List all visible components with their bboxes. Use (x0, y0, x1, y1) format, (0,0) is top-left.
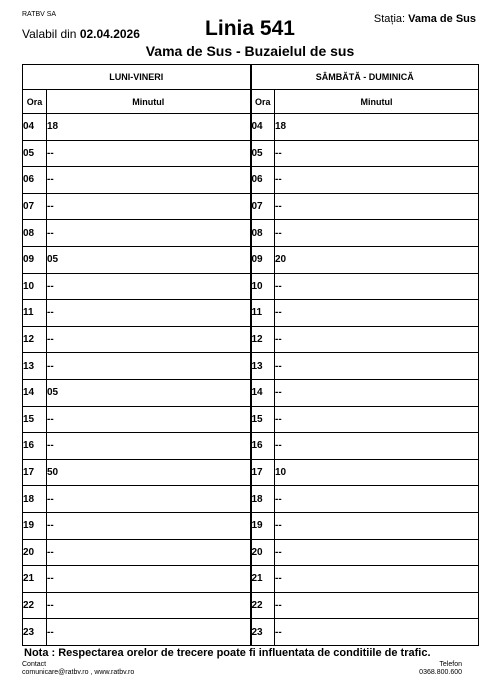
weekend-minute-cell: -- (275, 220, 479, 247)
table-row (23, 353, 479, 380)
station (374, 13, 476, 25)
weekend-minute-cell: -- (275, 486, 479, 513)
table-row (23, 193, 479, 220)
table-row (23, 512, 479, 539)
weekend-minute-cell: -- (275, 512, 479, 539)
weekend-minute-cell: -- (275, 193, 479, 220)
weekend-minute-cell: -- (275, 353, 479, 380)
weekday-minute-cell: -- (47, 406, 251, 433)
weekday-minute-cell: -- (47, 539, 251, 566)
weekday-hour-cell: 04 (23, 114, 47, 141)
weekend-hour-cell: 14 (251, 379, 275, 406)
weekend-minute-cell: -- (275, 300, 479, 327)
weekday-minute-cell: -- (47, 433, 251, 460)
weekend-minute-cell: -- (275, 326, 479, 353)
weekday-hour-cell: 23 (23, 619, 47, 646)
weekday-hour-cell: 07 (23, 193, 47, 220)
contact-value: comunicare@ratbv.ro , www.ratbv.ro (22, 669, 135, 676)
weekday-minute-cell: 18 (47, 114, 251, 141)
weekend-hour-cell: 19 (251, 512, 275, 539)
weekend-hour-cell: 11 (251, 300, 275, 327)
weekday-hour-cell: 12 (23, 326, 47, 353)
weekday-minute-cell: -- (47, 566, 251, 593)
weekend-hour-cell: 23 (251, 619, 275, 646)
route-name: Vama de Sus - Buzaielul de sus (145, 43, 355, 59)
weekday-hour-cell: 05 (23, 140, 47, 167)
minute-column-header: Minutul (275, 90, 479, 114)
weekday-minute-cell: 05 (47, 246, 251, 273)
weekend-minute-cell: -- (275, 379, 479, 406)
weekday-hour-cell: 08 (23, 220, 47, 247)
weekday-minute-cell: -- (47, 140, 251, 167)
weekday-minute-cell: -- (47, 167, 251, 194)
weekend-hour-cell: 22 (251, 592, 275, 619)
weekend-minute-cell: -- (275, 619, 479, 646)
weekday-hour-cell: 22 (23, 592, 47, 619)
page-title: Linia 541 (205, 17, 295, 40)
weekend-minute-cell: -- (275, 539, 479, 566)
weekend-hour-cell: 07 (251, 193, 275, 220)
weekend-hour-cell: 06 (251, 167, 275, 194)
weekend-hour-cell: 20 (251, 539, 275, 566)
weekend-hour-cell: 15 (251, 406, 275, 433)
table-row (23, 220, 479, 247)
weekday-hour-cell: 16 (23, 433, 47, 460)
table-row (23, 114, 479, 141)
weekend-hour-cell: 18 (251, 486, 275, 513)
table-row (23, 140, 479, 167)
weekday-hour-cell: 21 (23, 566, 47, 593)
valid-date: 02.04.2026 (79, 27, 140, 41)
weekday-minute-cell: -- (47, 193, 251, 220)
weekend-hour-cell: 05 (251, 140, 275, 167)
weekend-minute-cell: -- (275, 167, 479, 194)
weekend-hour-cell: 16 (251, 433, 275, 460)
weekend-minute-cell: 18 (275, 114, 479, 141)
weekday-minute-cell: -- (47, 273, 251, 300)
phone-label: Telefon (439, 661, 462, 668)
hour-column-header: Ora (251, 90, 275, 114)
weekend-minute-cell: 20 (275, 246, 479, 273)
contact-label: Contact (22, 661, 47, 668)
table-row (23, 566, 479, 593)
table-row (23, 486, 479, 513)
weekday-minute-cell: -- (47, 592, 251, 619)
weekday-minute-cell: -- (47, 220, 251, 247)
weekend-hour-cell: 10 (251, 273, 275, 300)
weekend-minute-cell: -- (275, 406, 479, 433)
weekend-minute-cell: -- (275, 433, 479, 460)
weekend-minute-cell: -- (275, 592, 479, 619)
weekday-hour-cell: 10 (23, 273, 47, 300)
weekday-hour-cell: 17 (23, 459, 47, 486)
weekday-minute-cell: 05 (47, 379, 251, 406)
weekday-minute-cell: -- (47, 619, 251, 646)
table-row (23, 433, 479, 460)
weekend-minute-cell: -- (275, 273, 479, 300)
table-row (23, 273, 479, 300)
valid-label: Valabil din (22, 27, 77, 41)
table-row (23, 459, 479, 486)
hour-column-header: Ora (23, 90, 47, 114)
minute-column-header: Minutul (47, 90, 251, 114)
table-row (23, 246, 479, 273)
weekday-header: LUNI-VINERI (23, 65, 251, 90)
company-name: RATBV SA (22, 11, 57, 18)
table-row (23, 619, 479, 646)
weekend-hour-cell: 21 (251, 566, 275, 593)
table-row (23, 592, 479, 619)
phone-info (419, 661, 462, 677)
weekday-minute-cell: -- (47, 326, 251, 353)
weekday-hour-cell: 15 (23, 406, 47, 433)
table-row (23, 539, 479, 566)
contact-info (22, 661, 134, 677)
weekend-header: SÂMBĂTĂ - DUMINICĂ (251, 65, 479, 90)
table-row (23, 406, 479, 433)
weekday-minute-cell: -- (47, 353, 251, 380)
timetable (22, 64, 479, 646)
weekend-hour-cell: 09 (251, 246, 275, 273)
weekend-hour-cell: 17 (251, 459, 275, 486)
table-row (23, 167, 479, 194)
table-row (23, 326, 479, 353)
weekday-hour-cell: 09 (23, 246, 47, 273)
table-row (23, 379, 479, 406)
weekday-minute-cell: -- (47, 300, 251, 327)
weekday-hour-cell: 20 (23, 539, 47, 566)
weekend-minute-cell: -- (275, 566, 479, 593)
station-label: Stația: (373, 13, 406, 25)
weekend-hour-cell: 04 (251, 114, 275, 141)
weekday-minute-cell: -- (47, 512, 251, 539)
weekday-hour-cell: 14 (23, 379, 47, 406)
weekday-hour-cell: 06 (23, 167, 47, 194)
table-row (23, 300, 479, 327)
weekend-hour-cell: 08 (251, 220, 275, 247)
weekend-minute-cell: 10 (275, 459, 479, 486)
weekday-minute-cell: 50 (47, 459, 251, 486)
station-name: Vama de Sus (408, 13, 476, 25)
weekday-minute-cell: -- (47, 486, 251, 513)
weekend-minute-cell: -- (275, 140, 479, 167)
phone-value: 0368.800.600 (419, 669, 462, 676)
weekday-hour-cell: 11 (23, 300, 47, 327)
weekday-hour-cell: 13 (23, 353, 47, 380)
weekend-hour-cell: 12 (251, 326, 275, 353)
traffic-note: Nota : Respectarea orelor de trecere poate fi influentata de conditiile de trafic. (24, 647, 431, 659)
weekday-hour-cell: 19 (23, 512, 47, 539)
weekend-hour-cell: 13 (251, 353, 275, 380)
weekday-hour-cell: 18 (23, 486, 47, 513)
